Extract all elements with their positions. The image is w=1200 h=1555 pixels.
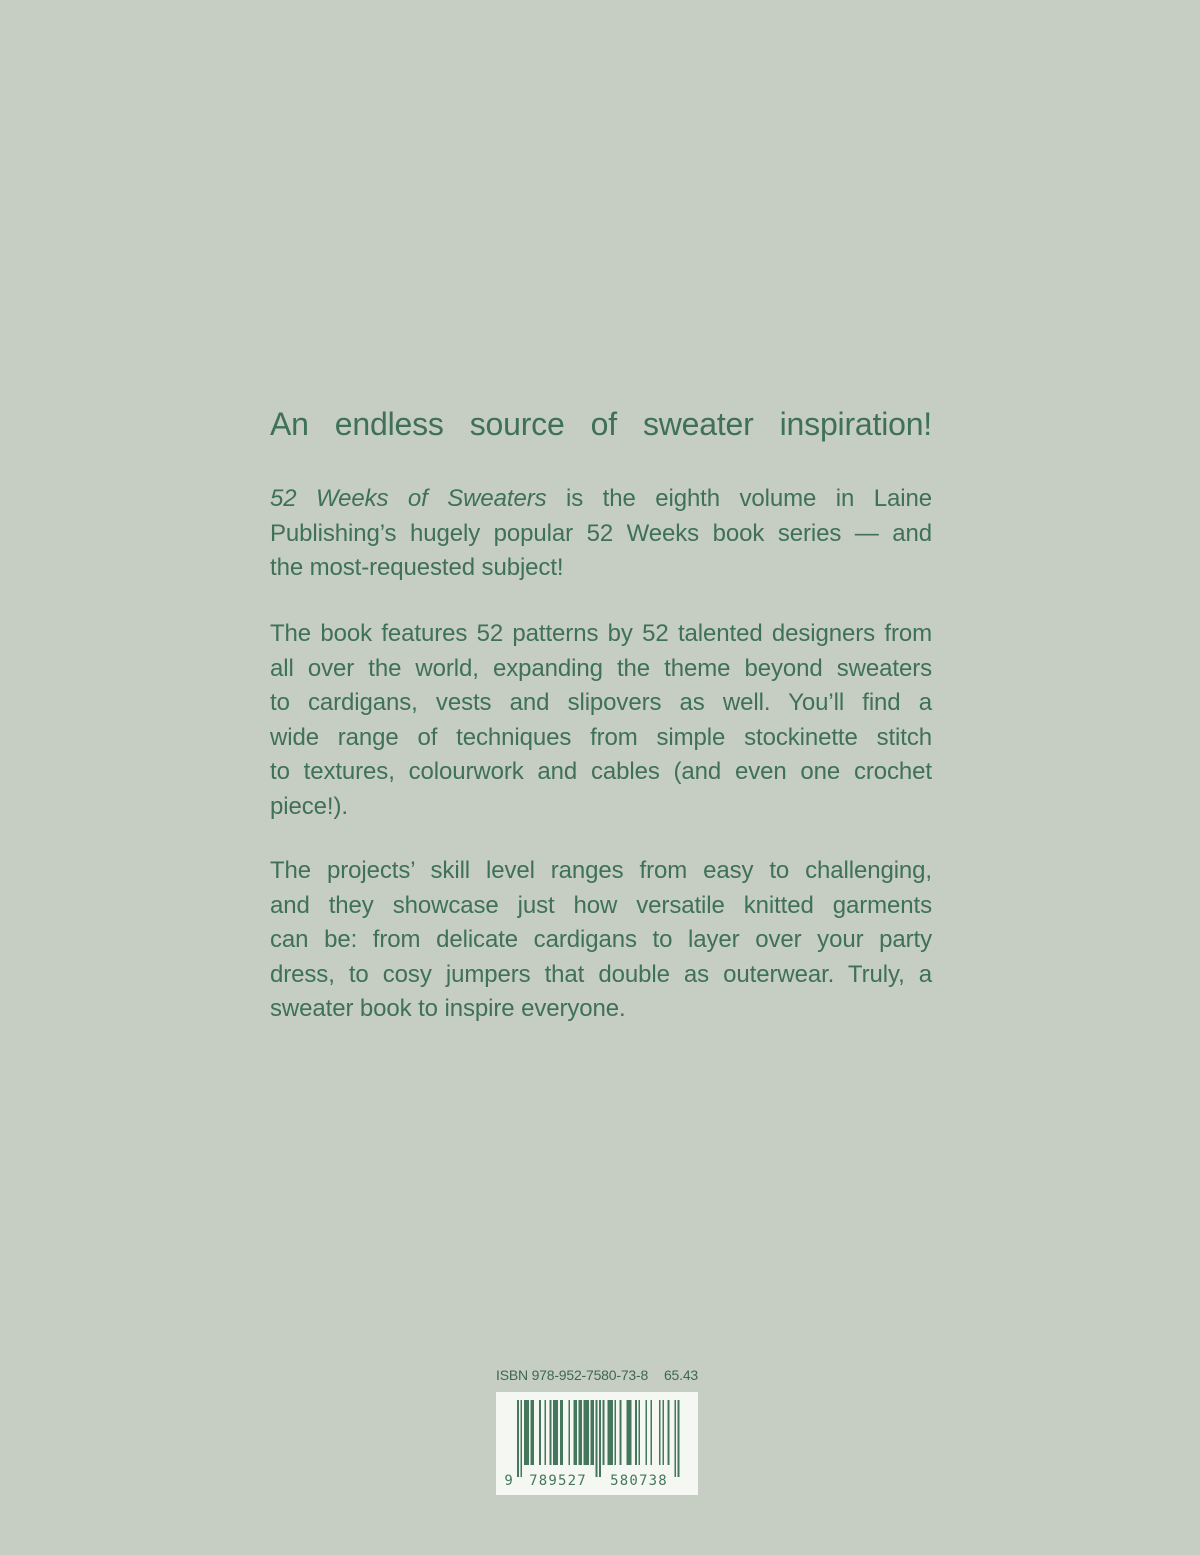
barcode-bar <box>549 1400 551 1465</box>
ean13-barcode <box>496 1392 698 1495</box>
barcode-bar <box>609 1400 611 1465</box>
text-line: sweater book to inspire everyone. <box>270 995 626 1022</box>
book-title-italic: 52 Weeks of Sweaters <box>270 485 547 512</box>
barcode-digit-first: 9 <box>504 1473 514 1489</box>
text-line: all over the world, expanding the theme beyond sweaters <box>270 654 932 682</box>
barcode-bar <box>555 1400 557 1465</box>
barcode-bar <box>584 1400 586 1465</box>
barcode-panel <box>496 1392 698 1495</box>
barcode-bar <box>524 1400 526 1465</box>
barcode-bar <box>667 1400 669 1465</box>
text-line: piece!). <box>270 792 348 820</box>
barcode-bar <box>614 1400 616 1465</box>
barcode-bar <box>553 1400 555 1465</box>
description-paragraph-2 <box>270 617 932 824</box>
barcode-bar <box>650 1400 652 1465</box>
isbn-row <box>496 1366 698 1384</box>
barcode-bar <box>591 1400 593 1465</box>
barcode-bar <box>561 1400 563 1465</box>
barcode-bar <box>560 1400 562 1465</box>
isbn-text: ISBN 978-952-7580-73-8 <box>496 1367 649 1383</box>
barcode-bar <box>520 1400 522 1477</box>
barcode-bar <box>575 1400 577 1465</box>
barcode-digit-group-left: 789527 <box>529 1473 587 1489</box>
barcode-bar <box>608 1400 610 1465</box>
barcode-bar <box>596 1400 598 1477</box>
tagline-heading: An endless source of sweater inspiration! <box>270 406 932 442</box>
barcode-bar <box>635 1400 637 1465</box>
barcode-bar <box>674 1400 676 1477</box>
barcode-bar <box>556 1400 558 1465</box>
text-line: dress, to cosy jumpers that double as outerwear. Truly, a <box>270 960 932 988</box>
text-line: the most-requested subject! <box>270 554 564 581</box>
barcode-bar <box>579 1400 581 1465</box>
barcode-bar <box>568 1400 570 1465</box>
barcode-bar <box>526 1400 528 1465</box>
price-code-text: 65.43 <box>663 1367 698 1383</box>
text-line: wide range of techniques from simple stockinette stitch <box>270 723 932 751</box>
text-line: The projects’ skill level ranges from easy to challenging, <box>270 857 932 884</box>
barcode-bar <box>628 1400 630 1465</box>
barcode-bar <box>527 1400 529 1465</box>
text-line: can be: from delicate cardigans to layer over your party <box>270 926 932 953</box>
barcode-bar <box>587 1400 589 1465</box>
barcode-digit-group-right: 580738 <box>610 1473 668 1489</box>
barcode-bar <box>659 1400 661 1465</box>
barcode-bar <box>585 1400 587 1465</box>
text-line-rest: is the eighth volume in Laine <box>546 485 932 512</box>
barcode-bar <box>638 1400 640 1465</box>
text-line: The book features 52 patterns by 52 talented designers from <box>270 620 932 647</box>
barcode-bar <box>599 1400 601 1477</box>
barcode-bar <box>580 1400 582 1465</box>
barcode-bar <box>630 1400 632 1465</box>
barcode-bar <box>662 1400 664 1465</box>
barcode-bar <box>678 1400 680 1477</box>
barcode-bar <box>539 1400 541 1465</box>
text-line: to textures, colourwork and cables (and even one crochet <box>270 758 932 785</box>
barcode-bar <box>620 1400 622 1465</box>
barcode-bar <box>544 1400 546 1465</box>
barcode-bar <box>531 1400 533 1465</box>
text-line <box>270 482 932 517</box>
description-paragraph-3 <box>270 854 932 1027</box>
barcode-bar <box>626 1400 628 1465</box>
barcode-bar <box>645 1400 647 1465</box>
text-line: and they showcase just how versatile knitted garments <box>270 891 932 919</box>
text-line: to cardigans, vests and slipovers as well. You’ll find a <box>270 689 932 716</box>
barcode-bar <box>573 1400 575 1465</box>
barcode-bar <box>611 1400 613 1465</box>
text-line: Publishing’s hugely popular 52 Weeks book series — and <box>270 519 932 547</box>
description-paragraph-1 <box>270 482 932 586</box>
barcode-bar <box>532 1400 534 1465</box>
barcode-bar <box>603 1400 605 1465</box>
barcode-bar <box>517 1400 519 1477</box>
barcode-bar <box>592 1400 594 1465</box>
